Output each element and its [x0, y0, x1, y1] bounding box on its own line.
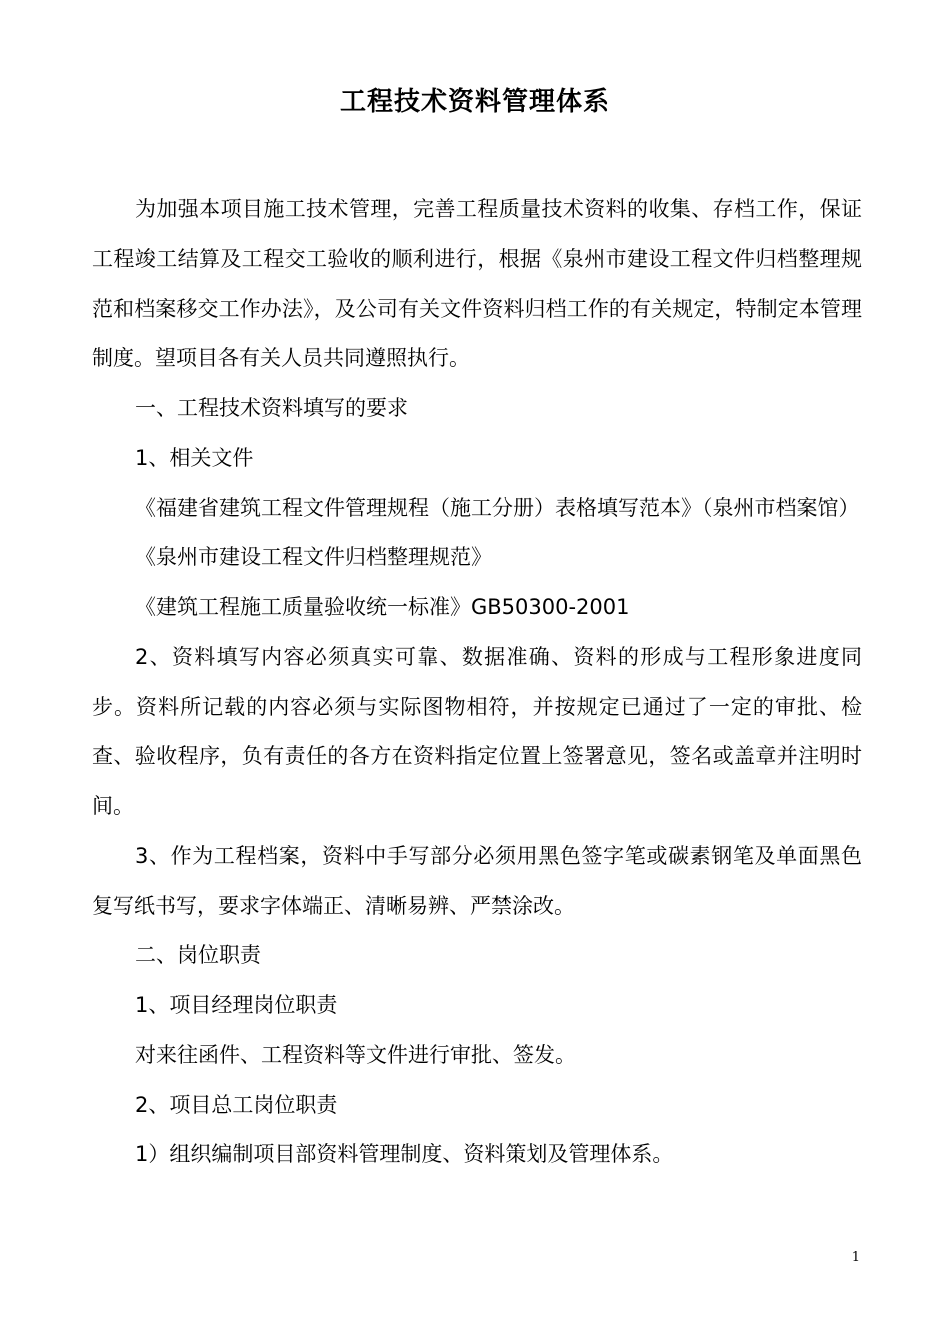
subsection-project-manager: 1、项目经理岗位职责 — [135, 993, 338, 1017]
subsection-related-documents: 1、相关文件 — [135, 445, 254, 470]
paragraph-quanzhou-standard: 《泉州市建设工程文件归档整理规范》 — [135, 545, 492, 570]
page-number: 1 — [851, 1250, 860, 1265]
document-title: 工程技术资料管理体系 — [339, 87, 610, 117]
paragraph-chief-engineer-duty-1: 1）组织编制项目部资料管理制度、资料策划及管理体系。 — [135, 1142, 674, 1167]
subsection-chief-engineer: 2、项目总工岗位职责 — [135, 1092, 338, 1117]
paragraph-fujian-standard: 《福建省建筑工程文件管理规程（施工分册）表格填写范本》（泉州市档案馆） — [135, 495, 860, 520]
document-body — [92, 185, 862, 1180]
paragraph-gb-standard: 《建筑工程施工质量验收统一标准》GB50300-2001 — [135, 595, 630, 619]
paragraph-project-manager-duty: 对来往函件、工程资料等文件进行审批、签发。 — [135, 1042, 576, 1067]
paragraph-requirement-3: 3、作为工程档案，资料中手写部分必须用黑色签字笔或碳素钢笔及单面黑色复写纸书写，要求字体端正、清晰易辨、严禁涂改。 — [92, 843, 862, 918]
section-heading-requirements: 一、工程技术资料填写的要求 — [135, 396, 408, 420]
paragraph-intro: 为加强本项目施工技术管理，完善工程质量技术资料的收集、存档工作，保证工程竣工结算及工程交工验收的顺利进行，根据《泉州市建设工程文件归档整理规范和档案移交工作办法》，及公司有关文件资料归档工作的有关规定，特制定本管理制度。望项目各有关人员共同遵照执行。 — [92, 197, 862, 371]
paragraph-requirement-2: 2、资料填写内容必须真实可靠、数据准确、资料的形成与工程形象进度同步。资料所记载的内容必须与实际图物相符，并按规定已通过了一定的审批、检查、验收程序，负有责任的各方在资料指定位置上签署意见，签名或盖章并注明时间。 — [92, 644, 862, 818]
section-heading-responsibilities: 二、岗位职责 — [135, 943, 261, 968]
